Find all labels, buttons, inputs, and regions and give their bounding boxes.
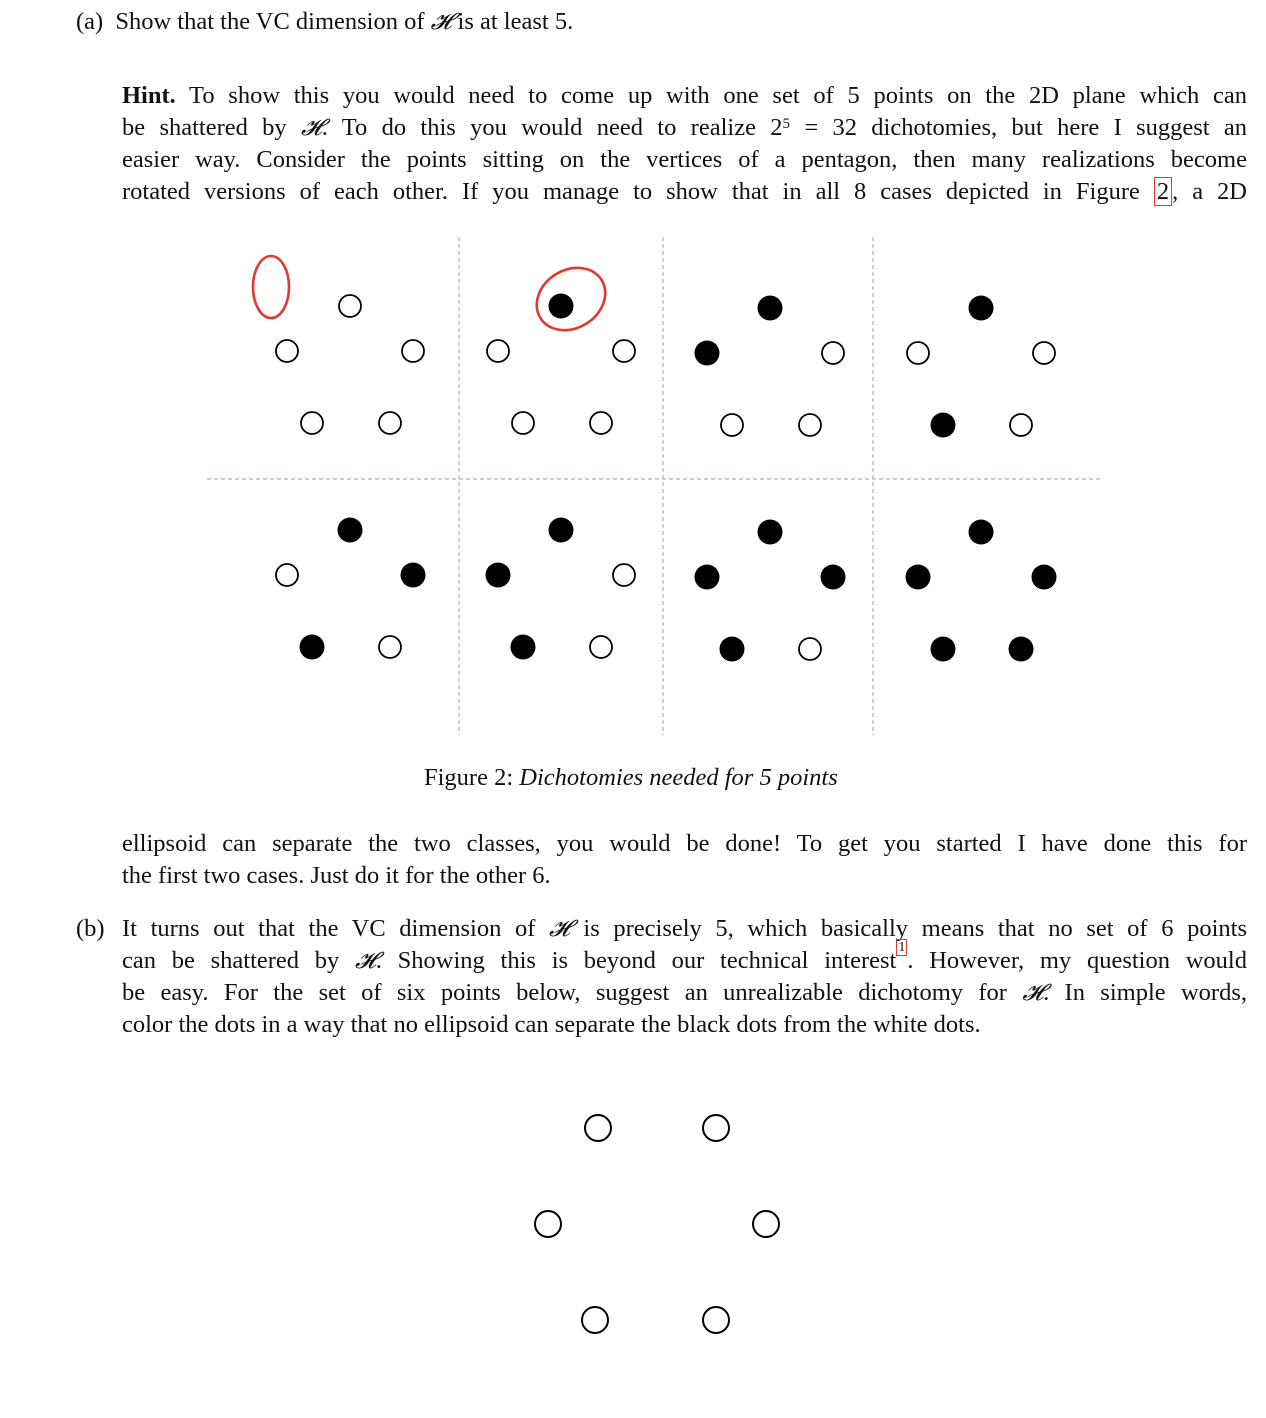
part-b-line-4	[122, 1009, 1247, 1041]
figure-ref-link[interactable]: 2	[1154, 177, 1172, 206]
six-point-1	[585, 1115, 611, 1141]
panel-2-point-3	[613, 340, 635, 362]
panel-2-point-1	[549, 294, 574, 319]
panel-8-point-3	[1032, 565, 1057, 590]
hint-line-5	[122, 828, 1247, 860]
part-b-line-2	[122, 940, 1247, 977]
panel-6-point-5	[590, 636, 612, 658]
panel-6-point-1	[549, 518, 574, 543]
panel-7-point-5	[799, 638, 821, 660]
exponent: 5	[782, 116, 791, 132]
panel-5-point-1	[338, 518, 363, 543]
hint-text-6: the first two cases. Just do it for the other 6.	[122, 862, 551, 889]
panel-1-point-4	[301, 412, 323, 434]
hint-label: Hint.	[122, 82, 176, 109]
part-b-text-3b: . In simple words,	[1043, 979, 1247, 1006]
hint-text-5: ellipsoid can separate the two classes, you would be done! To get you started I have done this for	[122, 830, 1247, 857]
six-point-6	[703, 1307, 729, 1333]
panel-4-point-3	[1033, 342, 1055, 364]
part-b-line-3	[122, 977, 1247, 1009]
panel-1-point-1	[339, 295, 361, 317]
hypothesis-symbol: 𝓗	[301, 115, 322, 141]
panel-3-point-2	[695, 341, 720, 366]
panel-6-point-2	[486, 563, 511, 588]
hint-text-2a: be shattered by	[122, 114, 302, 141]
six-point-4	[753, 1211, 779, 1237]
part-b-text-1b: is precisely 5, which basically means that no set of 6 points	[569, 915, 1247, 942]
panel-4-point-4	[931, 413, 956, 438]
panel-8-point-2	[906, 565, 931, 590]
panel-1-point-5	[379, 412, 401, 434]
hint-text-4a: rotated versions of each other. If you manage to show that in all 8 cases depicted in Figure	[122, 178, 1154, 205]
panel-5-point-2	[276, 564, 298, 586]
panel-4-point-2	[907, 342, 929, 364]
part-b-text-3a: be easy. For the set of six points below, suggest an unrealizable dichotomy for	[122, 979, 1023, 1006]
panel-6-point-3	[613, 564, 635, 586]
panel-1-point-2	[276, 340, 298, 362]
footnote-ref-link[interactable]: 1	[898, 940, 906, 955]
six-point-2	[703, 1115, 729, 1141]
part-b-text-2a: can be shattered by	[122, 947, 356, 974]
part-b-line-1	[122, 913, 1247, 945]
panel-2-point-4	[512, 412, 534, 434]
hint-text-2b: . To do this you would need to realize 2	[321, 114, 783, 141]
panel-8-point-4	[931, 637, 956, 662]
panel-3-point-5	[799, 414, 821, 436]
caption-label: Figure 2:	[424, 764, 514, 791]
panel-4-point-5	[1010, 414, 1032, 436]
panel-5-point-5	[379, 636, 401, 658]
panel-3-point-4	[721, 414, 743, 436]
hypothesis-symbol: 𝓗	[355, 948, 376, 974]
panel-8-point-5	[1009, 637, 1034, 662]
panel-8-point-1	[969, 520, 994, 545]
figure-caption	[424, 764, 838, 792]
panel-2-point-5	[590, 412, 612, 434]
panel-4-point-1	[969, 296, 994, 321]
hypothesis-symbol: 𝓗	[1022, 980, 1044, 1006]
panel-5-point-3	[401, 563, 426, 588]
hint-text-3: easier way. Consider the points sitting on the vertices of a pentagon, then many realizations become	[122, 146, 1247, 173]
part-a-label: (a)	[76, 8, 104, 35]
panel-7-point-2	[695, 565, 720, 590]
panel-1-ellipse	[253, 256, 289, 318]
hint-text-2c: = 32 dichotomies, but here I suggest an	[790, 114, 1248, 141]
part-b-text-1a: It turns out that the VC dimension of	[122, 915, 550, 942]
hypothesis-symbol: 𝓗	[430, 9, 452, 35]
panel-7-point-1	[758, 520, 783, 545]
panel-1-point-3	[402, 340, 424, 362]
hint-line-6	[122, 860, 1247, 892]
six-point-3	[535, 1211, 561, 1237]
panel-3-point-1	[758, 296, 783, 321]
part-b-text-2c: . However, my question would	[907, 947, 1247, 974]
panel-3-point-3	[822, 342, 844, 364]
part-b-text-2b: . Showing this is beyond our technical interest	[375, 947, 897, 974]
caption-text: Dichotomies needed for 5 points	[519, 764, 838, 791]
part-a-text-prefix: Show that the VC dimension of	[115, 8, 431, 35]
panel-7-point-3	[821, 565, 846, 590]
part-b-label: (b)	[76, 915, 105, 942]
part-a-text-suffix: is at least 5.	[451, 8, 574, 35]
hypothesis-symbol: 𝓗	[549, 916, 570, 942]
hint-text-1: To show this you would need to come up with one set of 5 points on the 2D plane which can	[175, 82, 1247, 109]
panel-2-point-2	[487, 340, 509, 362]
panel-6-point-4	[511, 635, 536, 660]
hint-text-4b: , a 2D	[1172, 178, 1247, 205]
part-b-text-4: color the dots in a way that no ellipsoid can separate the black dots from the white dots.	[122, 1011, 981, 1038]
panel-7-point-4	[720, 637, 745, 662]
panel-5-point-4	[300, 635, 325, 660]
six-point-5	[582, 1307, 608, 1333]
